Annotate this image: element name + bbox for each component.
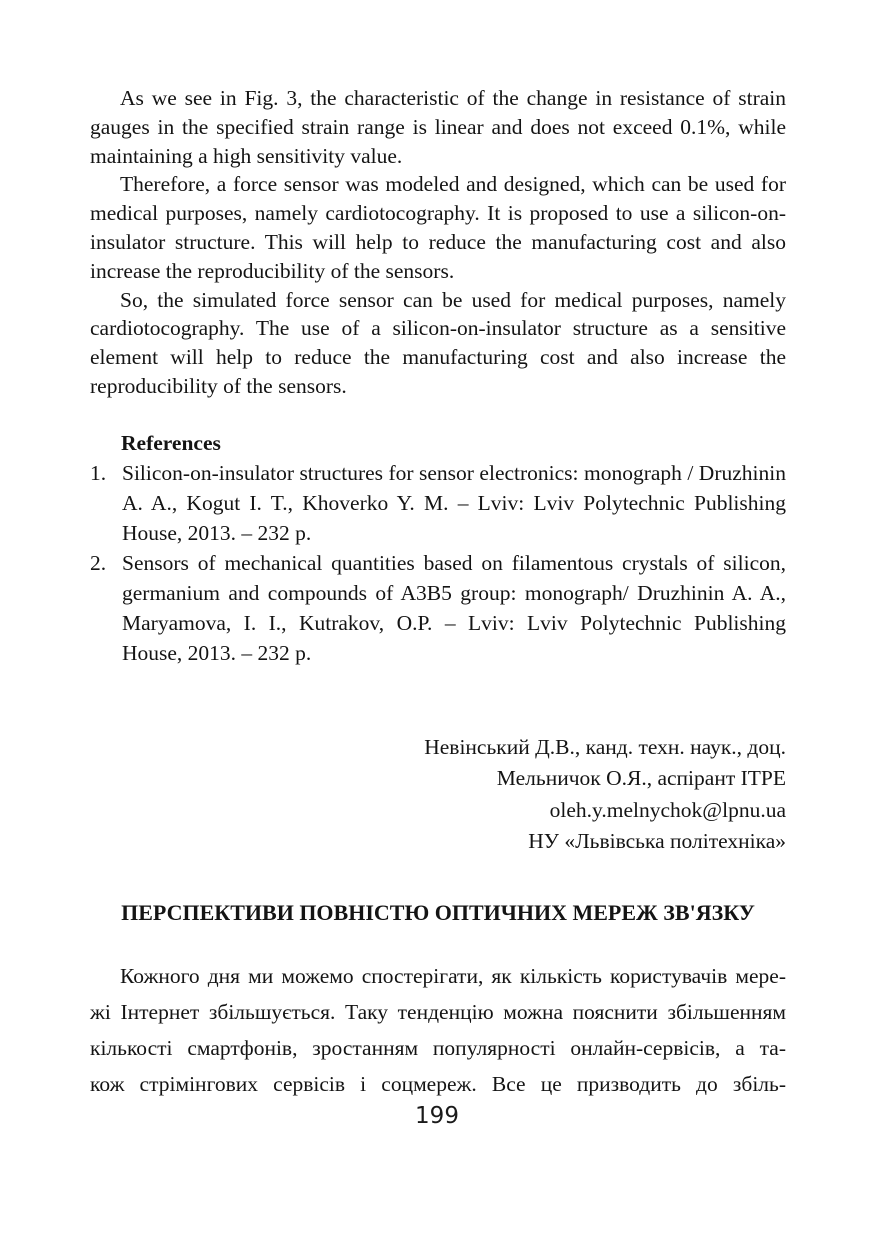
author-affiliation: НУ «Львівська політехніка» [528,829,786,854]
intro-paragraph [90,958,786,1102]
reference-number: 2. [90,550,107,575]
author-line-name-1: Невінський Д.В., канд. техн. наук., доц. [424,734,786,759]
author-block [90,732,786,858]
author-line-name-2: Мельничок О.Я., аспірант ІТРЕ [496,766,786,791]
paragraph-fig3-results: As we see in Fig. 3, the characteristic of the change in resistance of strain gauges in the specified strain range is linear and does not exceed 0.1%, while maintaining a high sensitivity value. [90,86,786,168]
intro-line: Кожного дня ми можемо спостерігати, як кількість користувачів мере- [120,963,786,988]
page-number: 199 [415,1103,459,1129]
paragraph-force-sensor-design: Therefore, a force sensor was modeled and designed, which can be used for medical purposes, namely cardiotocography. It is proposed to use a silicon-on-insulator structure. This will help to reduce the manufacturing cost and also increase the reproducibility of the sensors. [90,172,786,283]
next-article-title: ПЕРСПЕКТИВИ ПОВНІСТЮ ОПТИЧНИХ МЕРЕЖ ЗВ'ЯЗКУ [121,899,755,925]
references-list [90,458,786,668]
reference-text: Silicon-on-insulator structures for sensor electronics: monograph / Druzhinin A. A., Kogut I. T., Khoverko Y. M. – Lviv: Lviv Polytechnic Publishing House, 2013. – 232 p. [122,460,786,545]
intro-line: кількості смартфонів, зростанням популярності онлайн-сервісів, а та- [90,1035,786,1060]
reference-text: Sensors of mechanical quantities based on filamentous crystals of silicon, germanium and compounds of A3B5 group: monograph/ Druzhinin A. A., Maryamova, I. I., Kutrakov, O.P. – Lviv: Lviv Polytechnic Publishing House, 2013. – 232 p. [122,550,786,665]
paragraph-conclusion: So, the simulated force sensor can be used for medical purposes, namely cardiotocography. The use of a silicon-on-insulator structure as a sensitive element will help to reduce the manufacturing cost and also increase the reproducibility of the sensors. [90,287,786,398]
intro-line: кож стрімінгових сервісів і соцмереж. Все це призводить до збіль- [90,1071,786,1096]
references-heading: References [121,430,221,455]
reference-number: 1. [90,460,107,485]
reference-item-1 [90,458,786,548]
intro-line: жі Інтернет збільшується. Таку тенденцію можна пояснити збільшенням [90,999,786,1024]
page-content [90,84,786,1102]
author-email: oleh.y.melnychok@lpnu.ua [549,797,786,822]
reference-item-2 [90,548,786,668]
